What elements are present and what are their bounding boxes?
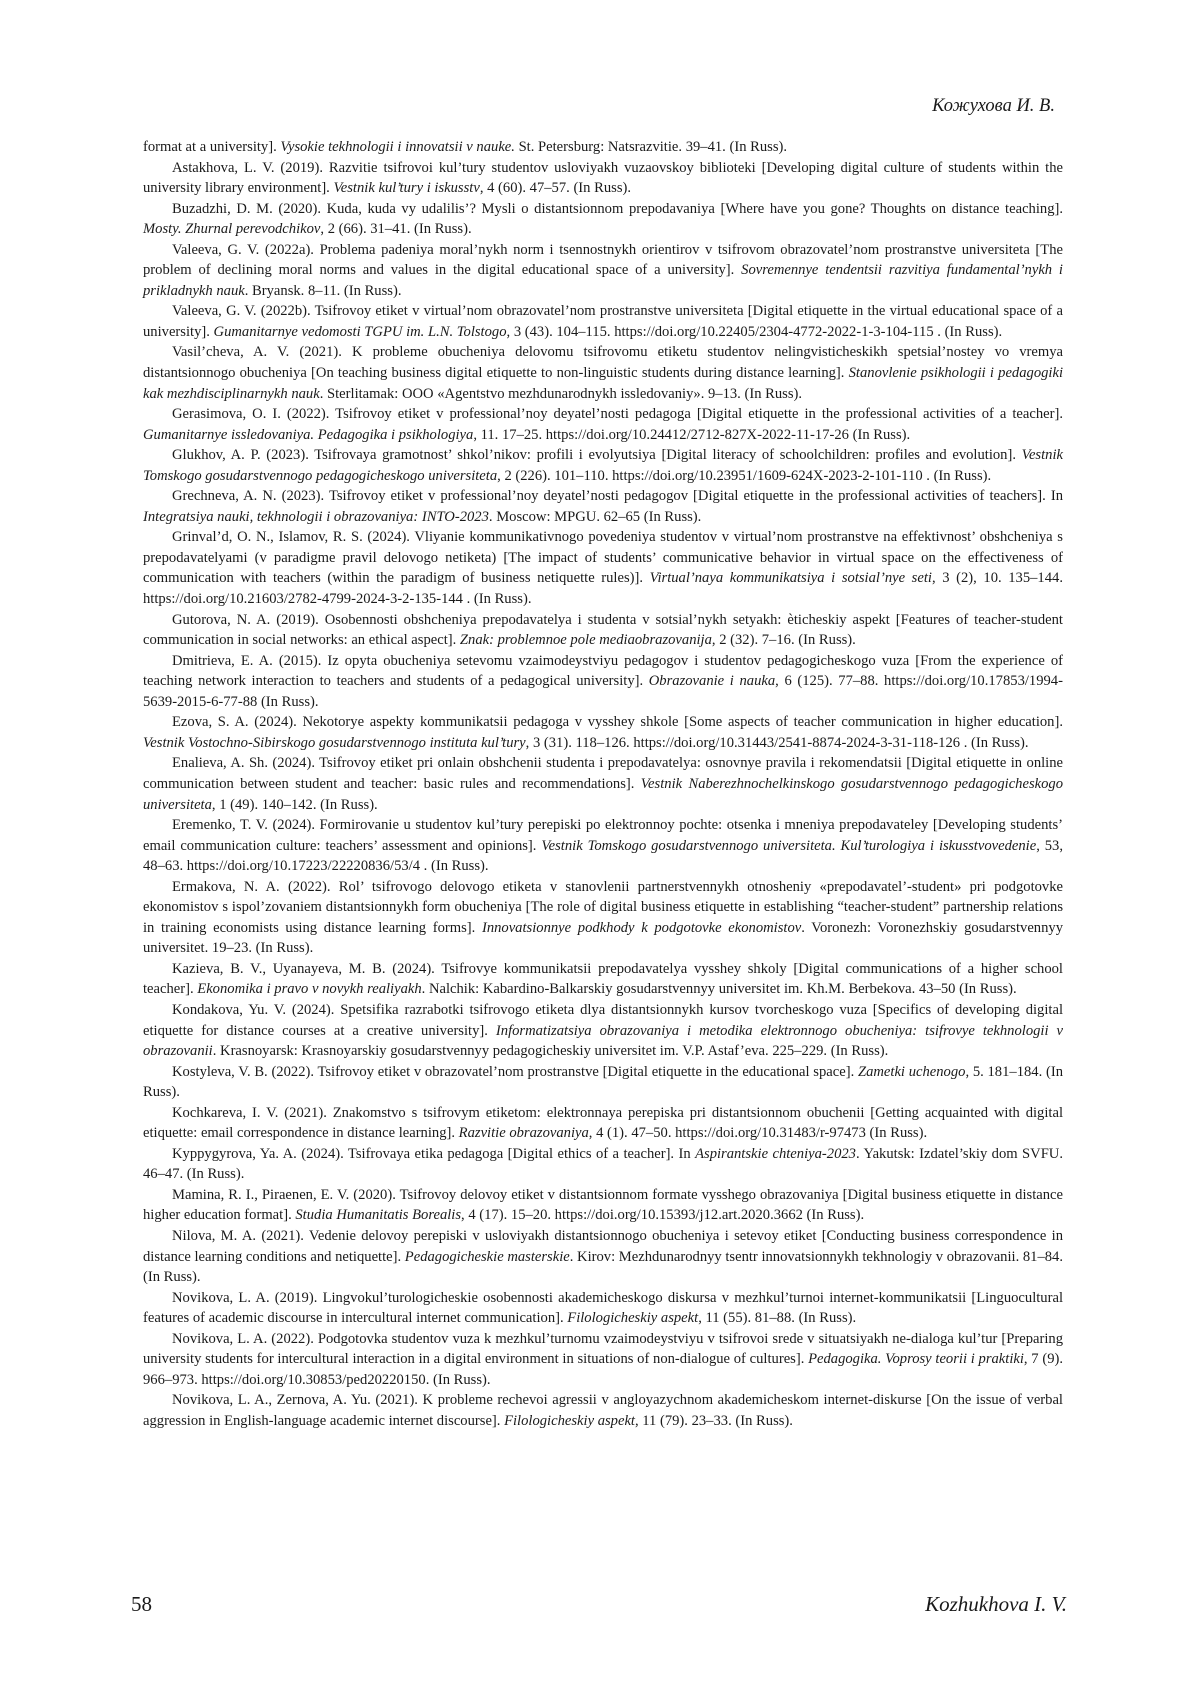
- reference-text: Valeeva, G. V. (2022a). Problema padeniya moral’nykh norm i tsennostnykh orientirov v tsifrovom obrazovatel’nom prostranstve universiteta [The problem of declining moral norms and values in the digital educational space of a university].: [143, 241, 1063, 279]
- reference-text: Novikova, L. A., Zernova, A. Yu. (2021). K probleme rechevoi agressii v angloyazychnom akademicheskom internet-diskurse [On the issue of verbal aggression in English-language academic internet discourse].: [143, 1392, 1063, 1429]
- reference-entry: [143, 753, 1063, 815]
- page-number: 58: [131, 1592, 152, 1616]
- reference-source-title: Stanovlenie psikhologii i pedagogiki kak mezhdisciplinarnykh nauk: [143, 365, 1063, 402]
- reference-entry: [143, 815, 1063, 877]
- reference-source-title: Filologicheskiy aspekt: [504, 1412, 635, 1429]
- reference-entry: [143, 301, 1063, 342]
- reference-entry: [143, 137, 1063, 158]
- reference-text: , 53, 48–63. https://doi.org/10.17223/22220836/53/4 . (In Russ).: [143, 837, 1063, 875]
- reference-text: Grinval’d, O. N., Islamov, R. S. (2024). Vliyanie kommunikativnogo povedeniya studentov v virtual’nom prostranstve na effektivnost’ obshcheniya s prepodavatelyami (v paradigme pravil delovogo netiketa) [The impact of students’ communicative behavior in virtual space on the effectiveness of communication with teachers (within the paradigm of business netiquette rules)].: [143, 529, 1063, 587]
- reference-source-title: Ekonomika i pravo v novykh realiyakh: [197, 981, 422, 998]
- reference-text: , 3 (31). 118–126. https://doi.org/10.31443/2541-8874-2024-3-31-118-126 . (In Russ).: [525, 734, 1029, 751]
- reference-source-title: Sovremennye tendentsii razvitiya fundamental’nykh i prikladnykh nauk: [143, 262, 1063, 299]
- reference-entry: [143, 240, 1063, 302]
- reference-source-title: Aspirantskie chteniya-2023: [695, 1145, 856, 1162]
- reference-entry: [143, 1185, 1063, 1226]
- reference-text: . Yakutsk: Izdatel’skiy dom SVFU. 46–47. (In Russ).: [143, 1145, 1063, 1183]
- reference-text: Valeeva, G. V. (2022b). Tsifrovoy etiket v virtual’nom obrazovatel’nom prostranstve universiteta [Digital etiquette in the virtual educational space of a university].: [143, 303, 1063, 340]
- reference-source-title: Vestnik Tomskogo gosudarstvennogo pedagogicheskogo universiteta: [143, 447, 1063, 484]
- reference-source-title: Innovatsionnye podkhody k podgotovke ekonomistov: [481, 919, 802, 936]
- reference-text: Enalieva, A. Sh. (2024). Tsifrovoy etiket pri onlain obshchenii studenta i prepodavatelya: osnovnye pravila i rekomendatsii [Digital etiquette in online communication between student and teacher: basic rules and recommendations].: [143, 755, 1063, 792]
- reference-text: , 1 (49). 140–142. (In Russ).: [211, 796, 378, 813]
- reference-entry: [143, 1288, 1063, 1329]
- reference-text: , 4 (60). 47–57. (In Russ).: [479, 180, 632, 197]
- reference-text: Novikova, L. A. (2019). Lingvokul’turologicheskie osobennosti akademicheskogo diskursa v mezhkul’turnoi internet-kommunikatsii [Linguocultural features of academic discourse in intercultural internet communication].: [143, 1289, 1063, 1327]
- reference-source-title: Integratsiya nauki, tekhnologii i obrazovaniya: INTO-2023: [143, 508, 489, 525]
- reference-text: . Kirov: Mezhdunarodnyy tsentr innovatsionnykh tekhnologiy v obrazovanii. 81–84. (In Russ).: [143, 1248, 1064, 1286]
- reference-list: [143, 137, 1063, 1431]
- reference-source-title: Pedagogicheskie masterskie: [404, 1248, 570, 1265]
- reference-text: Kostyleva, V. B. (2022). Tsifrovoy etiket v obrazovatel’nom prostranstve [Digital etiquette in the educational space].: [172, 1063, 858, 1080]
- reference-text: Novikova, L. A. (2022). Podgotovka studentov vuza k mezhkul’turnomu vzaimodeystviyu v tsifrovoi srede v situatsiyakh ne-dialoga kul’tur [Preparing university students for intercultural interaction in a digital environment in situations of non-dialogue of cultures].: [143, 1330, 1063, 1368]
- reference-entry: [143, 199, 1063, 240]
- reference-source-title: Vysokie tekhnologii i innovatsii v nauke.: [280, 139, 515, 155]
- reference-text: Mamina, R. I., Piraenen, E. V. (2020). Tsifrovoy delovoy etiket v distantsionnom formate vysshego obrazovaniya [Digital business etiquette in distance higher education format].: [143, 1186, 1063, 1224]
- reference-text: , 2 (226). 101–110. https://doi.org/10.23951/1609-624X-2023-2-101-110 . (In Russ).: [497, 467, 992, 484]
- reference-source-title: Informatizatsiya obrazovaniya i metodika elektronnogo obucheniya: tsifrovye tekhnologii v obrazovanii: [143, 1022, 1063, 1060]
- reference-entry: [143, 610, 1063, 651]
- reference-text: Kyppygyrova, Ya. A. (2024). Tsifrovaya etika pedagoga [Digital ethics of a teacher]. In: [172, 1145, 696, 1162]
- reference-text: Dmitrieva, E. A. (2015). Iz opyta obucheniya setevomu vzaimodeystviyu pedagogov i studentov pedagogicheskogo vuza [From the experience of teaching network interaction to teachers and students of a pedagogical university].: [143, 652, 1063, 690]
- reference-text: , 3 (2), 10. 135–144. https://doi.org/10.21603/2782-4799-2024-3-2-135-144 . (In Russ).: [143, 570, 1063, 608]
- reference-text: Vasil’cheva, A. V. (2021). K probleme obucheniya delovomu tsifrovomu etiketu studentov nelingvisticheskikh spetsial’nostey vo vremya distantsionnogo obucheniya [On teaching business digital etiquette to non-linguistic students during distance learning].: [143, 344, 1063, 382]
- reference-text: , 11. 17–25. https://doi.org/10.24412/2712-827X-2022-11-17-26 (In Russ).: [473, 426, 911, 443]
- reference-source-title: Vestnik Tomskogo gosudarstvennogo universiteta. Kul’turologiya i iskusstvovedenie: [541, 837, 1037, 854]
- reference-text: . Voronezh: Voronezhskiy gosudarstvennyy universitet. 19–23. (In Russ).: [143, 919, 1063, 957]
- reference-text: Gerasimova, O. I. (2022). Tsifrovoy etiket v professional’noy deyatel’nosti pedagoga [Digital etiquette in the professional activities of a teacher].: [172, 406, 1063, 423]
- reference-source-title: Razvitie obrazovaniya: [458, 1125, 589, 1142]
- reference-entry: [143, 486, 1063, 527]
- reference-text: . Moscow: MPGU. 62–65 (In Russ).: [488, 508, 702, 525]
- reference-source-title: Pedagogika. Voprosy teorii i praktiki: [808, 1351, 1024, 1368]
- reference-text: Kazieva, B. V., Uyanayeva, M. B. (2024). Tsifrovye kommunikatsii prepodavatelya vysshey shkoly [Digital communications of a higher school teacher].: [143, 960, 1063, 998]
- reference-text: , 4 (1). 47–50. https://doi.org/10.31483/r-97473 (In Russ).: [588, 1125, 928, 1142]
- reference-source-title: Mosty. Zhurnal perevodchikov: [143, 221, 321, 238]
- reference-text: , 3 (43). 104–115. https://doi.org/10.22405/2304-4772-2022-1-3-104-115 . (In Russ).: [506, 323, 1003, 340]
- reference-entry: [143, 959, 1063, 1000]
- reference-entry: [143, 1062, 1063, 1103]
- running-header-author: Кожухова И. В.: [932, 96, 1055, 116]
- reference-entry: [143, 342, 1063, 404]
- reference-text: . Sterlitamak: OOO «Agentstvo mezhdunarodnykh issledovaniy». 9–13. (In Russ).: [319, 385, 803, 402]
- reference-entry: [143, 1000, 1063, 1062]
- reference-text: , 6 (125). 77–88. https://doi.org/10.17853/1994-5639-2015-6-77-88 (In Russ).: [143, 673, 1063, 710]
- reference-text: , 5. 181–184. (In Russ).: [143, 1063, 1063, 1101]
- reference-text: Grechneva, A. N. (2023). Tsifrovoy etiket v professional’noy deyatel’nosti pedagogov [Digital etiquette in the professional activities of teachers]. In: [172, 488, 1063, 505]
- reference-entry: [143, 404, 1063, 445]
- reference-text: . Krasnoyarsk: Krasnoyarskiy gosudarstvennyy pedagogicheskiy universitet im. V.P. Astaf’eva. 225–229. (In Russ).: [212, 1043, 889, 1060]
- reference-text: Kochkareva, I. V. (2021). Znakomstvo s tsifrovym etiketom: elektronnaya perepiska pri distantsionnom obuchenii [Getting acquainted with digital etiquette: email correspondence in distance learning].: [143, 1104, 1063, 1142]
- reference-text: , 4 (17). 15–20. https://doi.org/10.15393/j12.art.2020.3662 (In Russ).: [461, 1207, 865, 1224]
- reference-entry: [143, 1144, 1063, 1185]
- reference-entry: [143, 1226, 1063, 1288]
- reference-text: . Nalchik: Kabardino-Balkarskiy gosudarstvennyy universitet im. Kh.M. Berbekova. 43–50 (In Russ).: [421, 981, 1017, 998]
- reference-entry: [143, 1329, 1063, 1391]
- reference-entry: [143, 1390, 1063, 1431]
- reference-source-title: Zametki uchenogo: [857, 1063, 966, 1080]
- reference-source-title: Gumanitarnye vedomosti TGPU im. L.N. Tolstogo: [213, 323, 507, 340]
- reference-source-title: Vestnik Vostochno-Sibirskogo gosudarstvennogo instituta kul’tury: [143, 734, 526, 751]
- running-footer-author: Kozhukhova I. V.: [925, 1592, 1067, 1616]
- reference-source-title: Znak: problemnoe pole mediaobrazovanija: [459, 632, 712, 649]
- reference-text: Kondakova, Yu. V. (2024). Spetsifika razrabotki tsifrovogo etiketa dlya distantsionnykh kursov tvorcheskogo vuza [Specifics of developing digital etiquette for distance courses at a creative university].: [143, 1001, 1063, 1039]
- reference-text: Astakhova, L. V. (2019). Razvitie tsifrovoi kul’tury studentov usloviyakh vuzaovskoy biblioteki [Developing digital culture of students within the university library environment].: [143, 159, 1063, 197]
- reference-entry: [143, 158, 1063, 199]
- reference-text: , 2 (32). 7–16. (In Russ).: [711, 632, 856, 649]
- reference-text: , 11 (79). 23–33. (In Russ).: [634, 1412, 793, 1429]
- reference-text: St. Petersburg: Natsrazvitie. 39–41. (In Russ).: [514, 139, 788, 155]
- reference-text: Eremenko, T. V. (2024). Formirovanie u studentov kul’tury perepiski po elektronnoy pochte: otsenka i mneniya prepodavateley [Developing students’ email communication culture: teachers’ assessment and opinions].: [143, 817, 1063, 854]
- reference-source-title: Vestnik Naberezhnochelkinskogo gosudarstvennogo pedagogicheskogo universiteta: [143, 775, 1063, 813]
- reference-entry: [143, 712, 1063, 753]
- reference-text: Buzadzhi, D. M. (2020). Kuda, kuda vy udalilis’? Mysli o distantsionnom prepodavaniya [Where have you gone? Thoughts on distance teaching].: [172, 200, 1063, 217]
- reference-text: Ezova, S. A. (2024). Nekotorye aspekty kommunikatsii pedagoga v vysshey shkole [Some aspects of teacher communication in higher education].: [172, 714, 1063, 731]
- reference-text: , 7 (9). 966–973. https://doi.org/10.30853/ped20220150. (In Russ).: [143, 1351, 1063, 1388]
- reference-entry: [143, 877, 1063, 959]
- reference-entry: [143, 1103, 1063, 1144]
- reference-text: , 2 (66). 31–41. (In Russ).: [320, 221, 472, 238]
- reference-text: Nilova, M. A. (2021). Vedenie delovoy perepiski v usloviyakh distantsionnogo obucheniya i setevoy etiket [Conducting business correspondence in distance learning conditions and netiquette].: [143, 1227, 1063, 1265]
- reference-text: format at a university].: [143, 139, 281, 155]
- reference-source-title: Gumanitarnye issledovaniya. Pedagogika i psikhologiya: [143, 426, 474, 443]
- reference-source-title: Filologicheskiy aspekt: [567, 1310, 699, 1327]
- reference-text: , 11 (55). 81–88. (In Russ).: [698, 1310, 857, 1327]
- reference-entry: [143, 527, 1063, 609]
- reference-source-title: Virtual’naya kommunikatsiya i sotsial’nye seti: [649, 570, 932, 587]
- reference-text: Gutorova, N. A. (2019). Osobennosti obshcheniya prepodavatelya i studenta v sotsial’nykh setyakh: èticheskiy aspekt [Features of teacher-student communication in social networks: an ethical aspect].: [143, 611, 1063, 649]
- reference-source-title: Obrazovanie i nauka: [648, 673, 776, 690]
- reference-source-title: Vestnik kul’tury i iskusstv: [333, 180, 480, 197]
- reference-text: Glukhov, A. P. (2023). Tsifrovaya gramotnost’ shkol’nikov: profili i evolyutsiya [Digital literacy of schoolchildren: profiles and evolution].: [172, 447, 1022, 464]
- reference-text: . Bryansk. 8–11. (In Russ).: [244, 282, 402, 299]
- reference-entry: [143, 445, 1063, 486]
- reference-text: Ermakova, N. A. (2022). Rol’ tsifrovogo delovogo etiketa v stanovlenii partnerstvennykh otnosheniy «prepodavatel’-student» pri podgotovke ekonomistov s ispol’zovaniem distantsionnykh form obucheniya [The role of digital business etiquette in establishing “teacher-student” partnership relations in training economists using distance learning forms].: [143, 878, 1063, 936]
- reference-source-title: Studia Humanitatis Borealis: [295, 1207, 462, 1224]
- reference-entry: [143, 651, 1063, 713]
